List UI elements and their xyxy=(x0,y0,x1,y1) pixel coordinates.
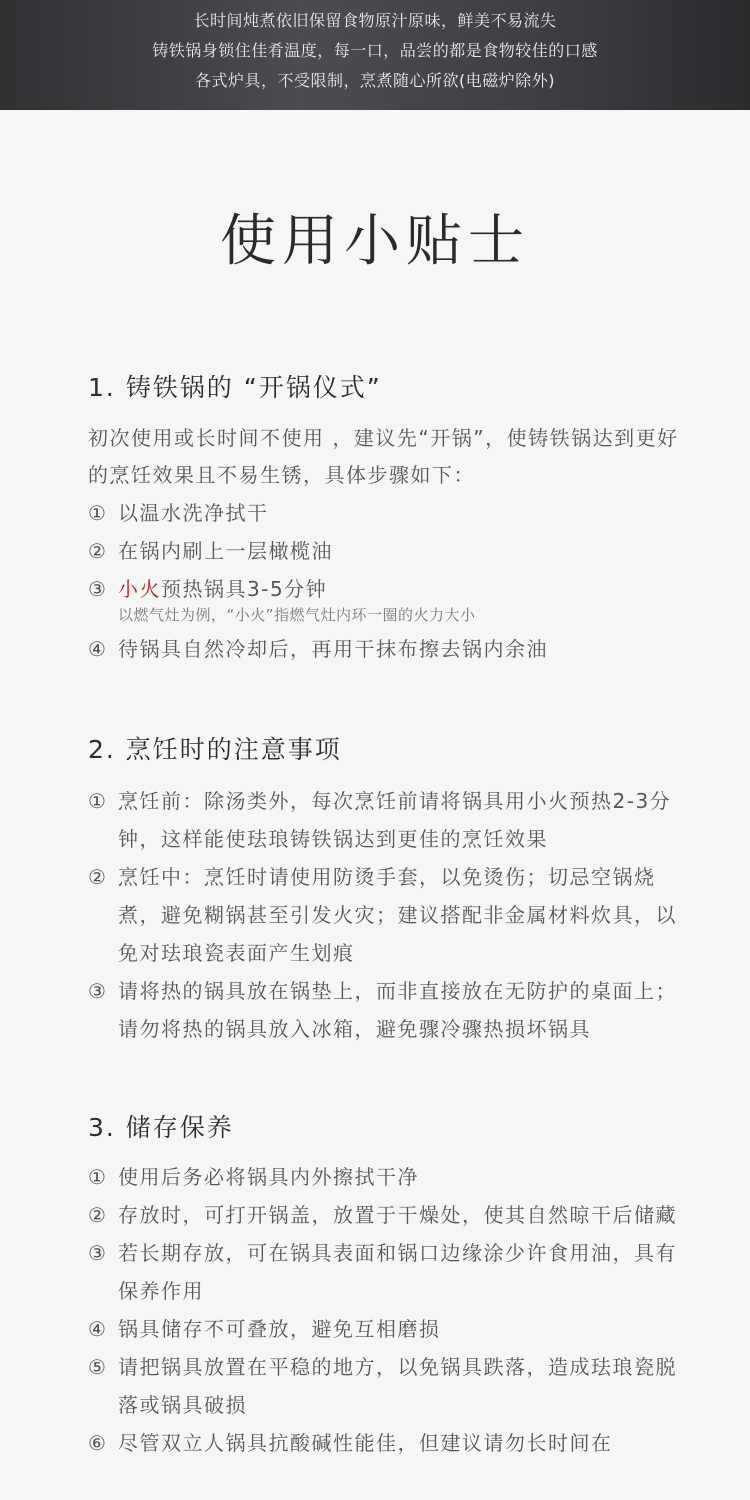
section-storage xyxy=(0,1108,750,1462)
list-item xyxy=(88,1234,690,1310)
item-text: 锅具储存不可叠放，避免互相磨损 xyxy=(118,1317,441,1341)
page-title: 使用小贴士 xyxy=(220,209,530,274)
item-number: ⑤ xyxy=(88,1355,108,1379)
item-number: ② xyxy=(88,865,108,889)
item-number: ④ xyxy=(88,637,108,661)
item-text: 以温水洗净拭干 xyxy=(118,501,269,525)
list-item xyxy=(88,1348,690,1424)
list-item xyxy=(88,782,690,858)
list-item xyxy=(88,1158,690,1196)
list-item xyxy=(88,570,690,608)
item-text: 烹饪前：除汤类外，每次烹饪前请将锅具用小火预热2-3分钟，这样能使珐琅铸铁锅达到更佳的烹饪效果 xyxy=(118,789,672,851)
list-item xyxy=(88,858,690,972)
item-number: ② xyxy=(88,539,108,563)
section-open-pot xyxy=(0,368,750,668)
item-number: ① xyxy=(88,1165,108,1189)
list-item xyxy=(88,1196,690,1234)
item-text: 在锅内刷上一层橄榄油 xyxy=(118,539,333,563)
section-intro: 初次使用或长时间不使用 ，建议先“开锅”，使铸铁锅达到更好的烹饪效果且不易生锈，具体步骤如下： xyxy=(88,426,679,487)
item-number: ③ xyxy=(88,577,108,601)
banner-line: 铸铁锅身锁住佳肴温度，每一口，品尝的都是食物较佳的口感 xyxy=(152,41,598,60)
item-note: 以燃气灶为例，“小火”指燃气灶内环一圈的火力大小 xyxy=(118,606,476,624)
item-text: 烹饪中：烹饪时请使用防烫手套，以免烫伤；切忌空锅烧煮，避免糊锅甚至引发火灾；建议搭配非金属材料炊具，以免对珐琅瓷表面产生划痕 xyxy=(118,865,677,965)
item-text: 尽管双立人锅具抗酸碱性能佳，但建议请勿长时间在 xyxy=(118,1431,613,1455)
item-number: ① xyxy=(88,789,108,813)
item-text: 请将热的锅具放在锅垫上，而非直接放在无防护的桌面上；请勿将热的锅具放入冰箱，避免骤冷骤热损坏锅具 xyxy=(118,979,677,1041)
item-number: ① xyxy=(88,501,108,525)
top-banner xyxy=(0,0,750,110)
item-number: ④ xyxy=(88,1317,108,1341)
section-heading: 1. 铸铁锅的 “开锅仪式” xyxy=(88,373,382,402)
item-text: 若长期存放，可在锅具表面和锅口边缘涂少许食用油，具有保养作用 xyxy=(118,1241,677,1303)
list-item xyxy=(88,494,690,532)
item-text: 请把锅具放置在平稳的地方，以免锅具跌落，造成珐琅瓷脱落或锅具破损 xyxy=(118,1355,677,1417)
item-text: 使用后务必将锅具内外擦拭干净 xyxy=(118,1165,419,1189)
item-highlight: 小火 xyxy=(118,577,161,601)
list-item xyxy=(88,972,690,1048)
item-text: 预热锅具3-5分钟 xyxy=(161,577,328,601)
item-text: 待锅具自然冷却后，再用干抹布擦去锅内余油 xyxy=(118,637,548,661)
list-item xyxy=(88,1310,690,1348)
section-heading: 3. 储存保养 xyxy=(88,1113,234,1142)
item-number: ② xyxy=(88,1203,108,1227)
list-item xyxy=(88,630,690,668)
item-body xyxy=(118,570,690,608)
item-number: ③ xyxy=(88,979,108,1003)
section-cooking-notes xyxy=(0,730,750,1048)
section-heading: 2. 烹饪时的注意事项 xyxy=(88,735,342,764)
item-text: 存放时，可打开锅盖，放置于干燥处，使其自然晾干后储藏 xyxy=(118,1203,677,1227)
banner-line: 长时间炖煮依旧保留食物原汁原味，鲜美不易流失 xyxy=(193,11,557,30)
item-number: ③ xyxy=(88,1241,108,1265)
item-number: ⑥ xyxy=(88,1431,108,1455)
list-item xyxy=(88,532,690,570)
list-item xyxy=(88,1424,690,1462)
banner-line: 各式炉具，不受限制，烹煮随心所欲(电磁炉除外) xyxy=(195,71,555,90)
